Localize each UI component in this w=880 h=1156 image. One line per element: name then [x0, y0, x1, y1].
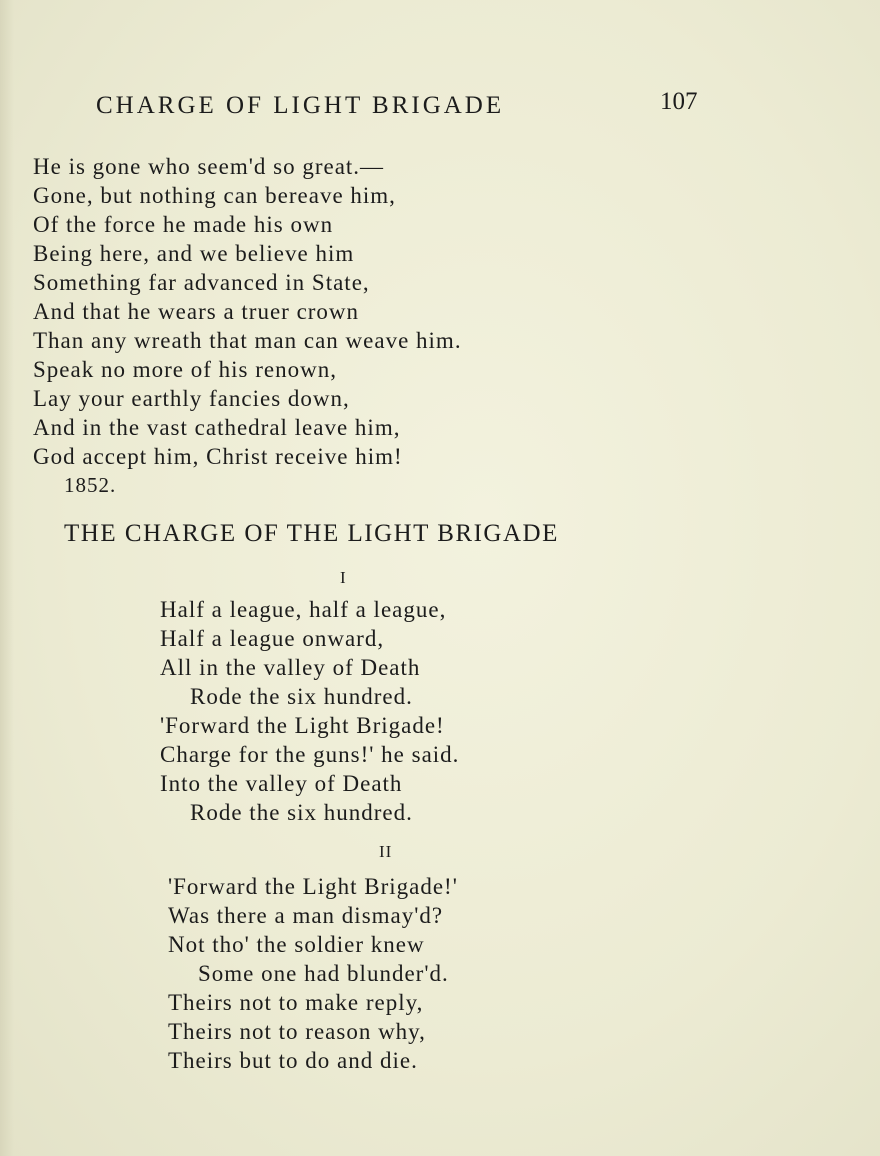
- poem-line: Not tho' the soldier knew: [168, 932, 425, 957]
- poem-line: Of the force he made his own: [33, 212, 334, 237]
- poem-line: Being here, and we believe him: [33, 241, 355, 266]
- poem-line: God accept him, Christ receive him!: [33, 444, 403, 469]
- poem-line: Charge for the guns!' he said.: [160, 742, 460, 767]
- poem-line: Rode the six hundred.: [190, 684, 413, 709]
- poem-line: Gone, but nothing can bereave him,: [33, 183, 396, 208]
- section-numeral: II: [379, 842, 393, 861]
- poem-line: Lay your earthly fancies down,: [33, 386, 350, 411]
- poem-line: Something far advanced in State,: [33, 270, 370, 295]
- poem-line: 'Forward the Light Brigade!: [160, 713, 445, 738]
- poem-line: Theirs not to reason why,: [168, 1019, 426, 1044]
- poem-line: All in the valley of Death: [160, 655, 421, 680]
- poem-line: Was there a man dismay'd?: [168, 903, 444, 928]
- section-numeral: I: [340, 568, 347, 587]
- stanza-2: [168, 872, 458, 1075]
- poem-line: Half a league onward,: [160, 626, 385, 651]
- poem-line: Into the valley of Death: [160, 771, 403, 796]
- poem-line: And that he wears a truer crown: [33, 299, 360, 324]
- poem-line: He is gone who seem'd so great.—: [33, 154, 385, 179]
- poem-line: And in the vast cathedral leave him,: [33, 415, 401, 440]
- poem-line: Theirs but to do and die.: [168, 1048, 418, 1073]
- poem-line: 'Forward the Light Brigade!': [168, 874, 458, 899]
- stanza-1: [160, 595, 459, 827]
- poem-line: Half a league, half a league,: [160, 597, 447, 622]
- previous-poem-ending: [33, 152, 462, 471]
- poem-year: 1852.: [64, 473, 117, 497]
- poem-line: Rode the six hundred.: [190, 800, 413, 825]
- running-head: CHARGE OF LIGHT BRIGADE: [96, 92, 505, 119]
- poem-line: Speak no more of his renown,: [33, 357, 337, 382]
- page-number: 107: [660, 88, 698, 115]
- poem-line: Than any wreath that man can weave him.: [33, 328, 462, 353]
- poem-line: Some one had blunder'd.: [198, 961, 449, 986]
- poem-title: THE CHARGE OF THE LIGHT BRIGADE: [64, 520, 559, 547]
- poem-line: Theirs not to make reply,: [168, 990, 424, 1015]
- gutter-shadow: [0, 0, 14, 1156]
